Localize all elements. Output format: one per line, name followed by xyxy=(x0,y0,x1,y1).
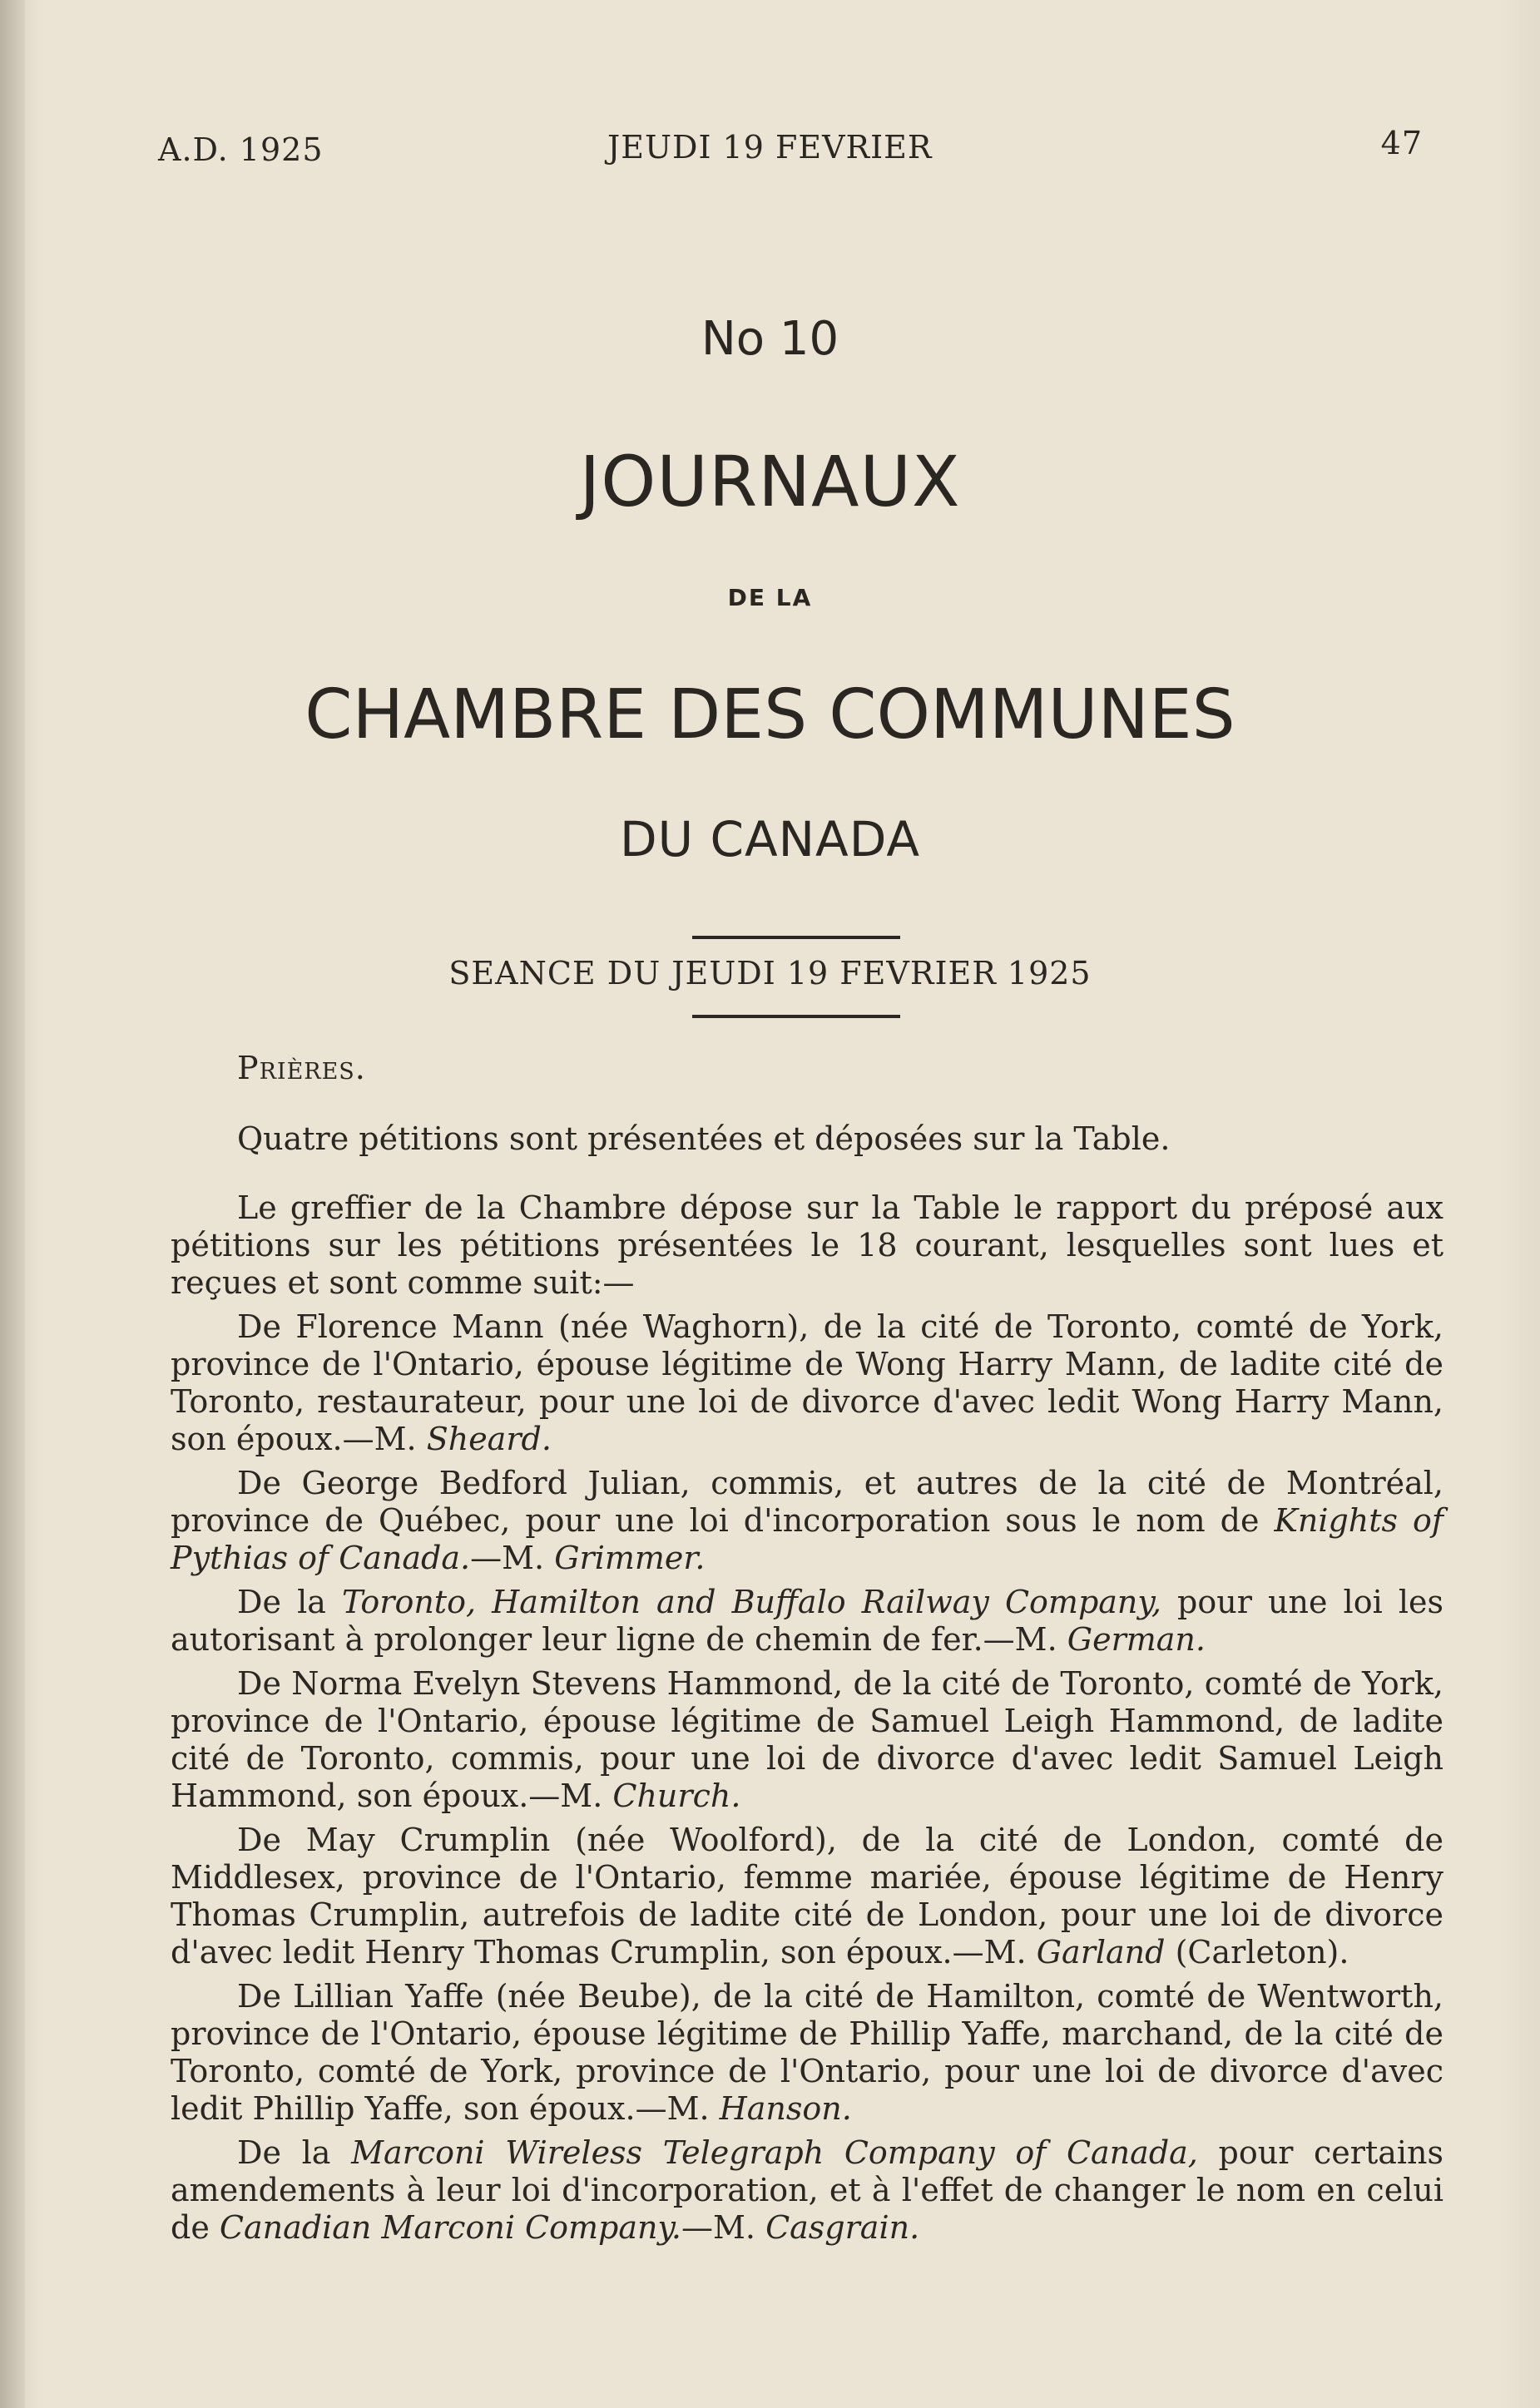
petition-item: De Florence Mann (née Waghorn), de la cité de Toronto, comté de York, province de l'Ontario, épouse légitime de Wong Harry Mann, de ladite cité de Toronto, restaurateur, pour une loi de divorce d'avec ledit Wong Harry Mann, son époux.—M. Sheard. xyxy=(171,1308,1443,1457)
header-date: JEUDI 19 FEVRIER xyxy=(607,129,933,166)
petition-item: De Lillian Yaffe (née Beube), de la cité de Hamilton, comté de Wentworth, province de l'Ontario, épouse légitime de Phillip Yaffe, marchand, de la cité de Toronto, comté de York, province de l'Ontario, pour une loi de divorce d'avec ledit Phillip Yaffe, son époux.—M. Hanson. xyxy=(171,1978,1443,2127)
title-de-la: DE LA xyxy=(727,584,813,611)
prieres: Prières. xyxy=(237,1050,366,1086)
member-name: Grimmer. xyxy=(554,1540,706,1576)
title-chambre: CHAMBRE DES COMMUNES xyxy=(305,675,1235,754)
greffier-report: Le greffier de la Chambre dépose sur la Table le rapport du préposé aux pétitions sur les pétitions présentées le 18 courant, lesquelles sont lues et reçues et sont comme suit:— xyxy=(171,1189,1443,1301)
title-du-canada: DU CANADA xyxy=(619,811,921,868)
rule-top xyxy=(692,936,900,939)
header-year: A.D. 1925 xyxy=(158,131,324,168)
member-name: Hanson. xyxy=(719,2090,852,2127)
running-header xyxy=(158,125,1423,175)
rule-bottom xyxy=(692,1015,900,1018)
title-journaux: JOURNAUX xyxy=(579,441,961,522)
journal-number: No 10 xyxy=(701,312,839,366)
petitions-table: Quatre pétitions sont présentées et déposées sur la Table. xyxy=(237,1120,1171,1157)
petition-item: De la Toronto, Hamilton and Buffalo Railway Company, pour une loi les autorisant à prolonger leur ligne de chemin de fer.—M. German. xyxy=(171,1584,1444,1658)
member-name: Sheard. xyxy=(426,1421,552,1457)
page-number: 47 xyxy=(1380,125,1423,161)
petitioner-name: Marconi Wireless Telegraph Company of Canada, xyxy=(351,2134,1198,2171)
petition-item: De George Bedford Julian, commis, et autres de la cité de Montréal, province de Québec, pour une loi d'incorporation sous le nom de Knights of Pythias of Canada.—M. Grimmer. xyxy=(171,1465,1443,1576)
petition-item: De la Marconi Wireless Telegraph Company of Canada, pour certains amendements à leur loi d'incorporation, et à l'effet de changer le nom en celui de Canadian Marconi Company.—M. Casgrain. xyxy=(171,2134,1443,2246)
petitioner-name: Canadian Marconi Company. xyxy=(219,2209,681,2246)
seance-heading: SEANCE DU JEUDI 19 FEVRIER 1925 xyxy=(448,955,1092,991)
journal-body xyxy=(171,1050,1443,2247)
member-name: Garland xyxy=(1036,1934,1166,1970)
member-name: Church. xyxy=(612,1778,741,1814)
petition-item: De May Crumplin (née Woolford), de la cité de London, comté de Middlesex, province de l'Ontario, femme mariée, épouse légitime de Henry Thomas Crumplin, autrefois de ladite cité de London, pour une loi de divorce d'avec ledit Henry Thomas Crumplin, son époux.—M. Garland (Carleton). xyxy=(171,1822,1443,1970)
petition-item: De Norma Evelyn Stevens Hammond, de la cité de Toronto, comté de York, province de l'Ontario, épouse légitime de Samuel Leigh Hammond, de ladite cité de Toronto, commis, pour une loi de divorce d'avec ledit Samuel Leigh Hammond, son époux.—M. Church. xyxy=(171,1665,1443,1814)
petitioner-name: Knights of Pythias of Canada. xyxy=(171,1502,1443,1576)
member-name: Casgrain. xyxy=(765,2209,920,2246)
member-name: German. xyxy=(1067,1621,1206,1658)
petitioner-name: Toronto, Hamilton and Buffalo Railway Company, xyxy=(342,1584,1161,1620)
